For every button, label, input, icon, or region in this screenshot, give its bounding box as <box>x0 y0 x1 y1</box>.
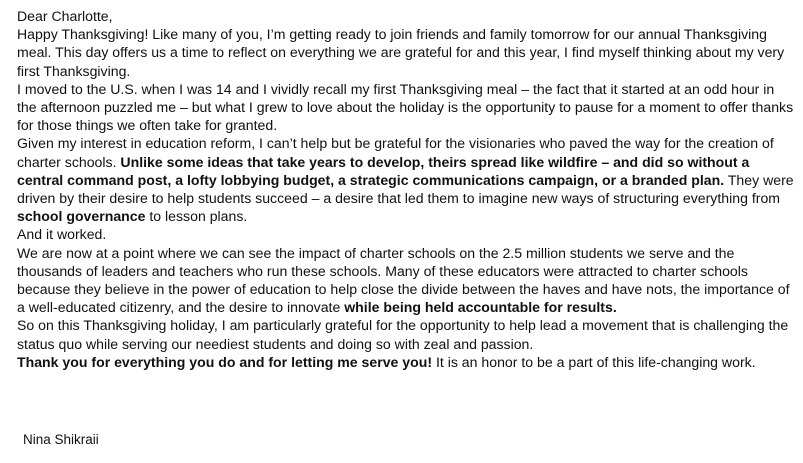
paragraph-text: It is an honor to be a part of this life-changing work. <box>432 353 756 370</box>
signature: Nina Shikraii <box>23 432 99 447</box>
paragraph-text: We are now at a point where we can see the impact of charter schools on the 2.5 million students we serve and the thousands of leaders and teachers who run these schools. Many of these educators were attracted to charter schools because they believe in the power of education to help close the divide between the haves and have nots, the importance of a well-educated citizenry, and the desire to innovate <box>17 244 790 316</box>
paragraph-it-worked: And it worked. <box>17 226 107 243</box>
paragraph-text: They were driven by their desire to help students succeed – a desire that led them to imagine new ways of structuring everything from <box>17 171 794 207</box>
paragraph-thanksgiving-intro: Happy Thanksgiving! Like many of you, I’m getting ready to join friends and family tomorrow for our annual Thanksgiving meal. This day offers us a time to reflect on everything we are grateful for and this year, I find myself thinking about my very first Thanksgiving. <box>17 26 785 79</box>
paragraph-thank-you <box>17 353 797 371</box>
greeting: Dear Charlotte, <box>17 8 113 24</box>
paragraph-charter-visionaries <box>17 134 797 225</box>
paragraph-impact <box>17 244 797 317</box>
bold-emphasis: Unlike some ideas that take years to develop, theirs spread like wildfire – and did so without a central command post, a lofty lobbying budget, a strategic communications campaign, or a branded plan. <box>17 153 750 188</box>
paragraph-text: to lesson plans. <box>145 208 248 225</box>
letter-body <box>17 7 797 371</box>
bold-emphasis: school governance <box>17 208 146 225</box>
bold-emphasis: Thank you for everything you do and for letting me serve you! <box>17 353 433 370</box>
bold-emphasis: while being held accountable for results. <box>344 299 617 316</box>
paragraph-text: Given my interest in education reform, I can’t help but be grateful for the visionaries who paved the way for the creation of charter schools. <box>17 135 774 170</box>
paragraph-first-thanksgiving: I moved to the U.S. when I was 14 and I vividly recall my first Thanksgiving meal – the fact that it started at an odd hour in the afternoon puzzled me – but what I grew to love about the holiday is the opportunity to pause for a moment to offer thanks for those things we often take for granted. <box>17 80 794 134</box>
paragraph-grateful: So on this Thanksgiving holiday, I am particularly grateful for the opportunity to help lead a movement that is challenging the status quo while serving our neediest students and doing so with zeal and passion. <box>17 317 789 352</box>
